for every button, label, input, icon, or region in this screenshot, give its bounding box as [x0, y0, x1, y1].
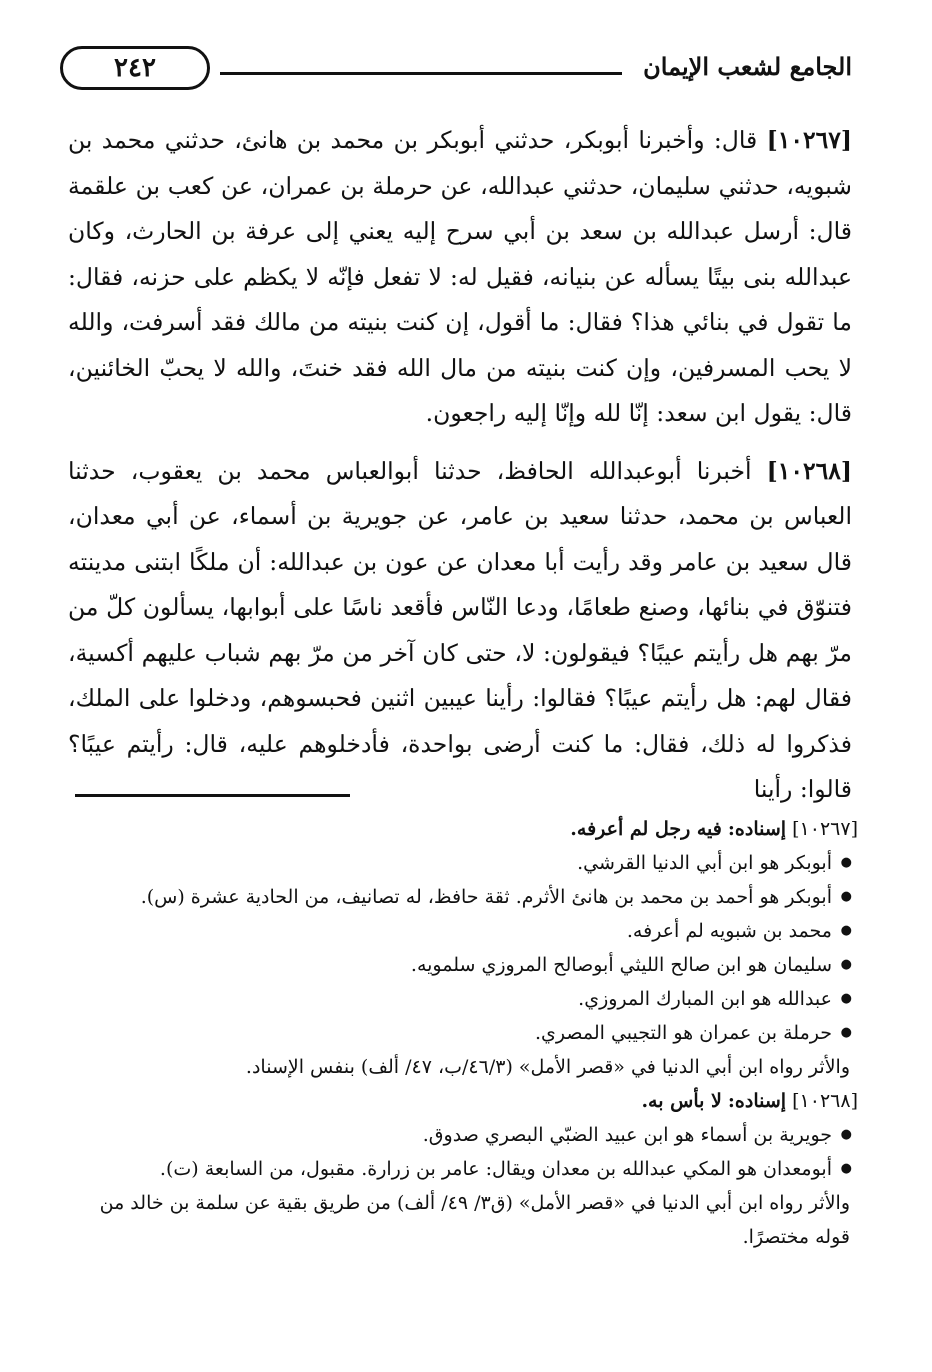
footnote-number: [١٠٢٦٨]: [792, 1090, 858, 1112]
paragraph-number: [١٠٢٦٧]: [766, 126, 852, 154]
footnote-10267: [70, 812, 858, 1084]
footnote-number: [١٠٢٦٧]: [792, 818, 858, 840]
paragraph-text: قال: وأخبرنا أبوبكر، حدثني أبوبكر بن محمد بن هانئ، حدثني محمد بن شبويه، حدثني سليمان، حدثني عبدالله، عن حرملة بن عمران، عن كعب بن علقمة قال: أرسل عبدالله بن سعد بن أبي سرح إليه يعني إلى عرفة بن الحارث، وكان عبدالله بنى بيتًا يسأله عن بنيانه، فقيل له: لا تفعل فإنّه لا يكظم على حزنه، فقال: ما تقول في بنائي هذا؟ فقال: ما أقول، إن كنت بنيته من مالك فقد أسرفت، والله لا يحب المسرفين، وإن كنت بنيته من مال الله فقد خنتَ، والله لا يحبّ الخائنين، قال: يقول ابن سعد: إنّا لله وإنّا إليه راجعون.: [68, 126, 852, 427]
list-item: ● محمد بن شبويه لم أعرفه.: [70, 914, 858, 948]
paragraph-10268: [68, 449, 852, 813]
paragraph-10267: [68, 118, 852, 437]
header-rule: [220, 72, 622, 75]
footnote-verdict: فيه رجل لم أعرفه.: [570, 818, 722, 840]
page-header: [60, 40, 852, 100]
footnote-label: إسناده:: [727, 818, 787, 840]
list-item: ● حرملة بن عمران هو التجيبي المصري.: [70, 1016, 858, 1050]
list-item: ● أبوبكر هو ابن أبي الدنيا القرشي.: [70, 846, 858, 880]
footnote-note: والأثر رواه ابن أبي الدنيا في «قصر الأمل» (ق٣/ ٤٩/ ألف) من طريق بقية عن سلمة بن خالد من قوله مختصرًا.: [99, 1192, 850, 1248]
paragraph-number: [١٠٢٦٨]: [766, 456, 852, 485]
footnote-heading: [70, 812, 858, 846]
list-item: ● جويرية بن أسماء هو ابن عبيد الضبّي البصري صدوق.: [70, 1118, 858, 1152]
list-item: ● أبوبكر هو أحمد بن محمد بن هانئ الأثرم. ثقة حافظ، له تصانيف، من الحادية عشرة (س).: [70, 880, 858, 914]
paragraph-text: أخبرنا أبوعبدالله الحافظ، حدثنا أبوالعباس محمد بن يعقوب، حدثنا العباس بن محمد، حدثنا سعيد بن عامر، عن جويرية بن أسماء، عن أبي معدان، قال سعيد بن عامر وقد رأيت أبا معدان عن عون بن عبدالله: أن ملكًا ابتنى مدينته فتنوّق في بنائها، وصنع طعامًا، ودعا النّاس فأقعد ناسًا على أبوابها، يسألون كلّ من مرّ بهم هل رأيتم عيبًا؟ فيقولون: لا، حتى كان آخر من مرّ بهم شباب عليهم أكسية، فقال لهم: هل رأيتم عيبًا؟ فقالوا: رأينا عيبين اثنين فحبسوهم، ودخلوا على الملك، فذكروا له ذلك، فقال: ما كنت أرضى بواحدة، فأدخلوهم عليه، قال: رأيتم عيبًا؟ قالوا: رأينا: [68, 456, 852, 803]
footnote-separator: [75, 794, 350, 797]
running-title: الجامع لشعب الإيمان: [643, 52, 852, 81]
footnote-verdict: لا بأس به.: [641, 1090, 722, 1112]
footnote-10268: [70, 1084, 858, 1254]
footnote-label: إسناده:: [727, 1090, 787, 1112]
main-text: [68, 118, 852, 825]
footnote-note: والأثر رواه ابن أبي الدنيا في «قصر الأمل» (٤٦/٣/ب، ٤٧/ ألف) بنفس الإسناد.: [245, 1056, 850, 1078]
list-item: ● أبومعدان هو المكي عبدالله بن معدان ويقال: عامر بن زرارة. مقبول، من السابعة (ت).: [70, 1152, 858, 1186]
list-item: ● عبدالله هو ابن المبارك المروزي.: [70, 982, 858, 1016]
footnote-heading: [70, 1084, 858, 1118]
footnote-list: [70, 846, 858, 1050]
page-number: ٢٤٢: [60, 46, 210, 90]
list-item: ● سليمان هو ابن صالح الليثي أبوصالح المروزي سلمويه.: [70, 948, 858, 982]
footnote-list: [70, 1118, 858, 1186]
footnotes: [70, 812, 858, 1254]
